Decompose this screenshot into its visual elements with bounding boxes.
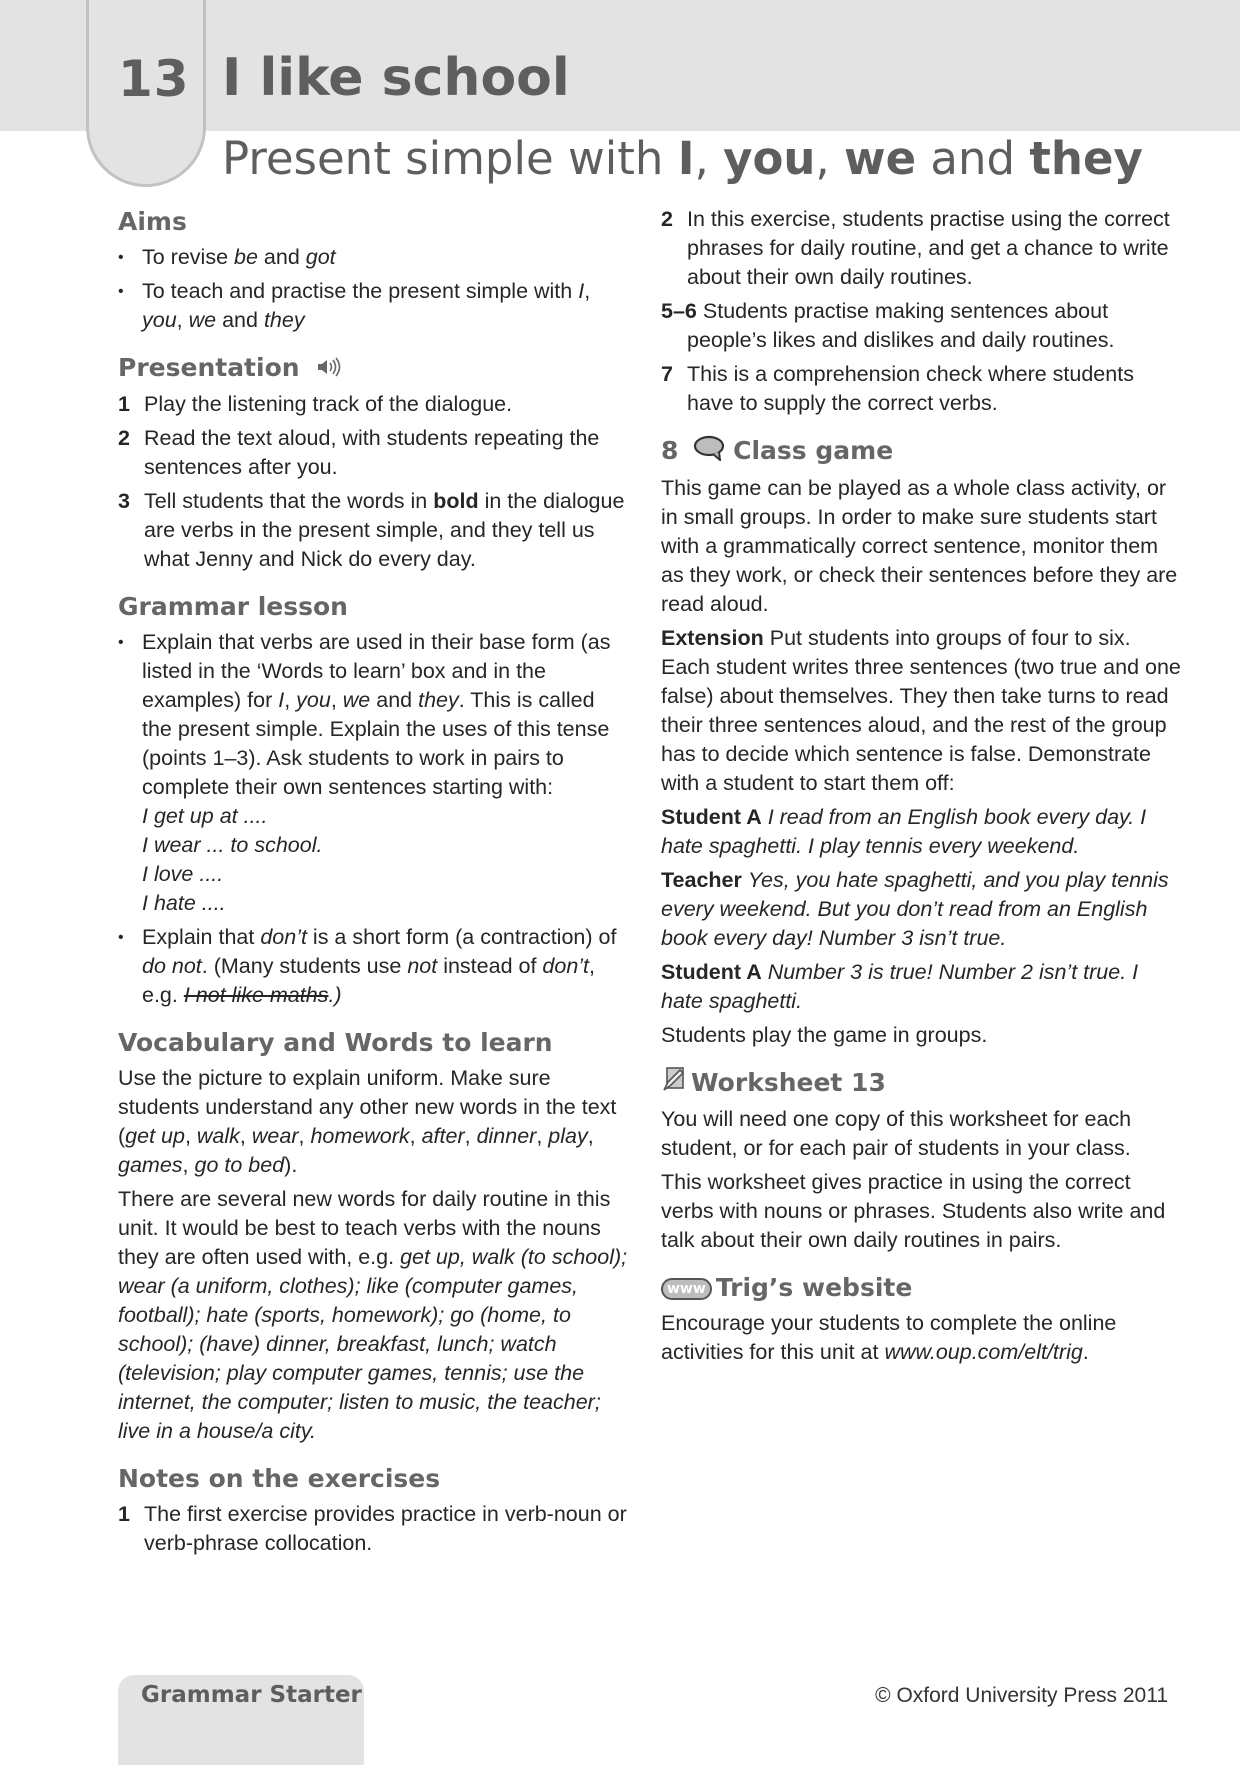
example-sentence: I hate .... [142,891,226,915]
grammar-item: • Explain that verbs are used in their base form (as listed in the ‘Words to learn’ box and in the examples) for I, you, we and they. This is called the present simple. Explain the uses of this tense (points 1–3). Ask students to work in pairs to complete their own sentences starting with: I get up at .... I wear ... to school. I love .... I hate .... [118,628,628,918]
presentation-heading: Presentation [118,351,628,386]
worksheet-heading: Worksheet 13 [661,1066,1181,1102]
vocabulary-heading: Vocabulary and Words to learn [118,1028,553,1057]
grammar-section [118,590,628,1010]
presentation-step: 2 Read the text aloud, with students repeating the sentences after you. [118,426,600,479]
unit-number: 13 [118,50,190,108]
grammar-heading: Grammar lesson [118,592,348,621]
note-item: 7 This is a comprehension check where students have to supply the correct verbs. [661,362,1134,415]
example-sentence: I love .... [142,862,224,886]
website-url[interactable]: www.oup.com/elt/trig [884,1340,1083,1364]
www-badge-icon: www [661,1278,712,1300]
note-item: 2 In this exercise, students practise using the correct phrases for daily routine, and get a chance to write about their own daily routines. [661,207,1170,289]
grammar-item: • Explain that don’t is a short form (a contraction) of do not. (Many students use not instead of don’t, e.g. I not like maths.) [118,923,628,1010]
worksheet-paragraph: This worksheet gives practice in using the correct verbs with nouns or phrases. Students also write and talk about their own daily routines in pairs. [661,1170,1166,1252]
aims-item: • To revise be and got [118,243,628,272]
aims-heading: Aims [118,207,187,236]
notes-section [118,1462,628,1558]
example-sentence: I get up at .... [142,804,268,828]
website-heading: www Trig’s website [661,1271,1181,1305]
dialogue-line: Student A Number 3 is true! Number 2 isn’t true. I hate spaghetti. [661,959,1139,1013]
class-game-heading: 8 Class game [661,434,1181,470]
presentation-step: 1 Play the listening track of the dialogue. [118,392,513,416]
example-sentence: I wear ... to school. [142,833,323,857]
incorrect-example: I not like maths [183,983,329,1007]
class-game-extension: Extension Put students into groups of four to six. Each student writes three sentences (two true and one false) about themselves. They then take turns to read their three sentences aloud, and the rest of the group has to decide which sentence is false. Demonstrate with a student to start them off: [661,625,1181,795]
copyright: © Oxford University Press 2011 [875,1684,1168,1707]
class-game-intro: This game can be played as a whole class activity, or in small groups. In order to make sure students start with a grammatically correct sentence, monitor them as they work, or check their sentences before they are read aloud. [661,475,1178,616]
audio-speaker-icon [316,352,342,386]
worksheet-pencil-icon [661,1066,687,1101]
right-column [661,205,1181,1372]
page-subtitle: Present simple with I, you, we and they [222,132,1143,185]
presentation-section [118,351,628,574]
note-item: 5–6 Students practise making sentences about people’s likes and dislikes and daily routines. [661,299,1115,352]
aims-item: • To teach and practise the present simple with I, you, we and they [118,277,628,335]
vocabulary-section [118,1026,628,1446]
series-label: Grammar Starter [141,1682,362,1708]
notes-heading: Notes on the exercises [118,1464,441,1493]
presentation-step: 3 Tell students that the words in bold in the dialogue are verbs in the present simple, and they tell us what Jenny and Nick do every day. [118,489,625,571]
website-paragraph: Encourage your students to complete the online activities for this unit at www.oup.com/elt/trig. [661,1311,1117,1364]
worksheet-section [661,1066,1181,1256]
speech-bubble-icon [693,435,727,470]
vocabulary-paragraph: Use the picture to explain uniform. Make sure students understand any other new words in the text (get up, walk, wear, homework, after, dinner, play, games, go to bed). [118,1066,617,1177]
vocabulary-paragraph: There are several new words for daily routine in this unit. It would be best to teach verbs with the nouns they are often used with, e.g. get up, walk (to school); wear (a uniform, clothes); like (computer games, football); hate (sports, homework); go (home, to school); (have) dinner, breakfast, lunch; watch (television; play computer games, tennis; use the internet, the computer; listen to music, the teacher; live in a house/a city. [118,1187,628,1443]
note-item: 1 The first exercise provides practice in verb-noun or verb-phrase collocation. [118,1502,627,1555]
worksheet-paragraph: You will need one copy of this worksheet for each student, or for each pair of students in your class. [661,1107,1132,1160]
left-column [118,205,628,1563]
class-game-section [661,434,1181,1050]
class-game-outro: Students play the game in groups. [661,1022,988,1047]
website-section [661,1271,1181,1367]
dialogue-line: Student A I read from an English book every day. I hate spaghetti. I play tennis every weekend. [661,804,1147,858]
dialogue-line: Teacher Yes, you hate spaghetti, and you play tennis every weekend. But you don’t read from an English book every day! Number 3 isn’t true. [661,867,1169,950]
aims-section [118,205,628,335]
unit-title: I like school [222,48,570,108]
